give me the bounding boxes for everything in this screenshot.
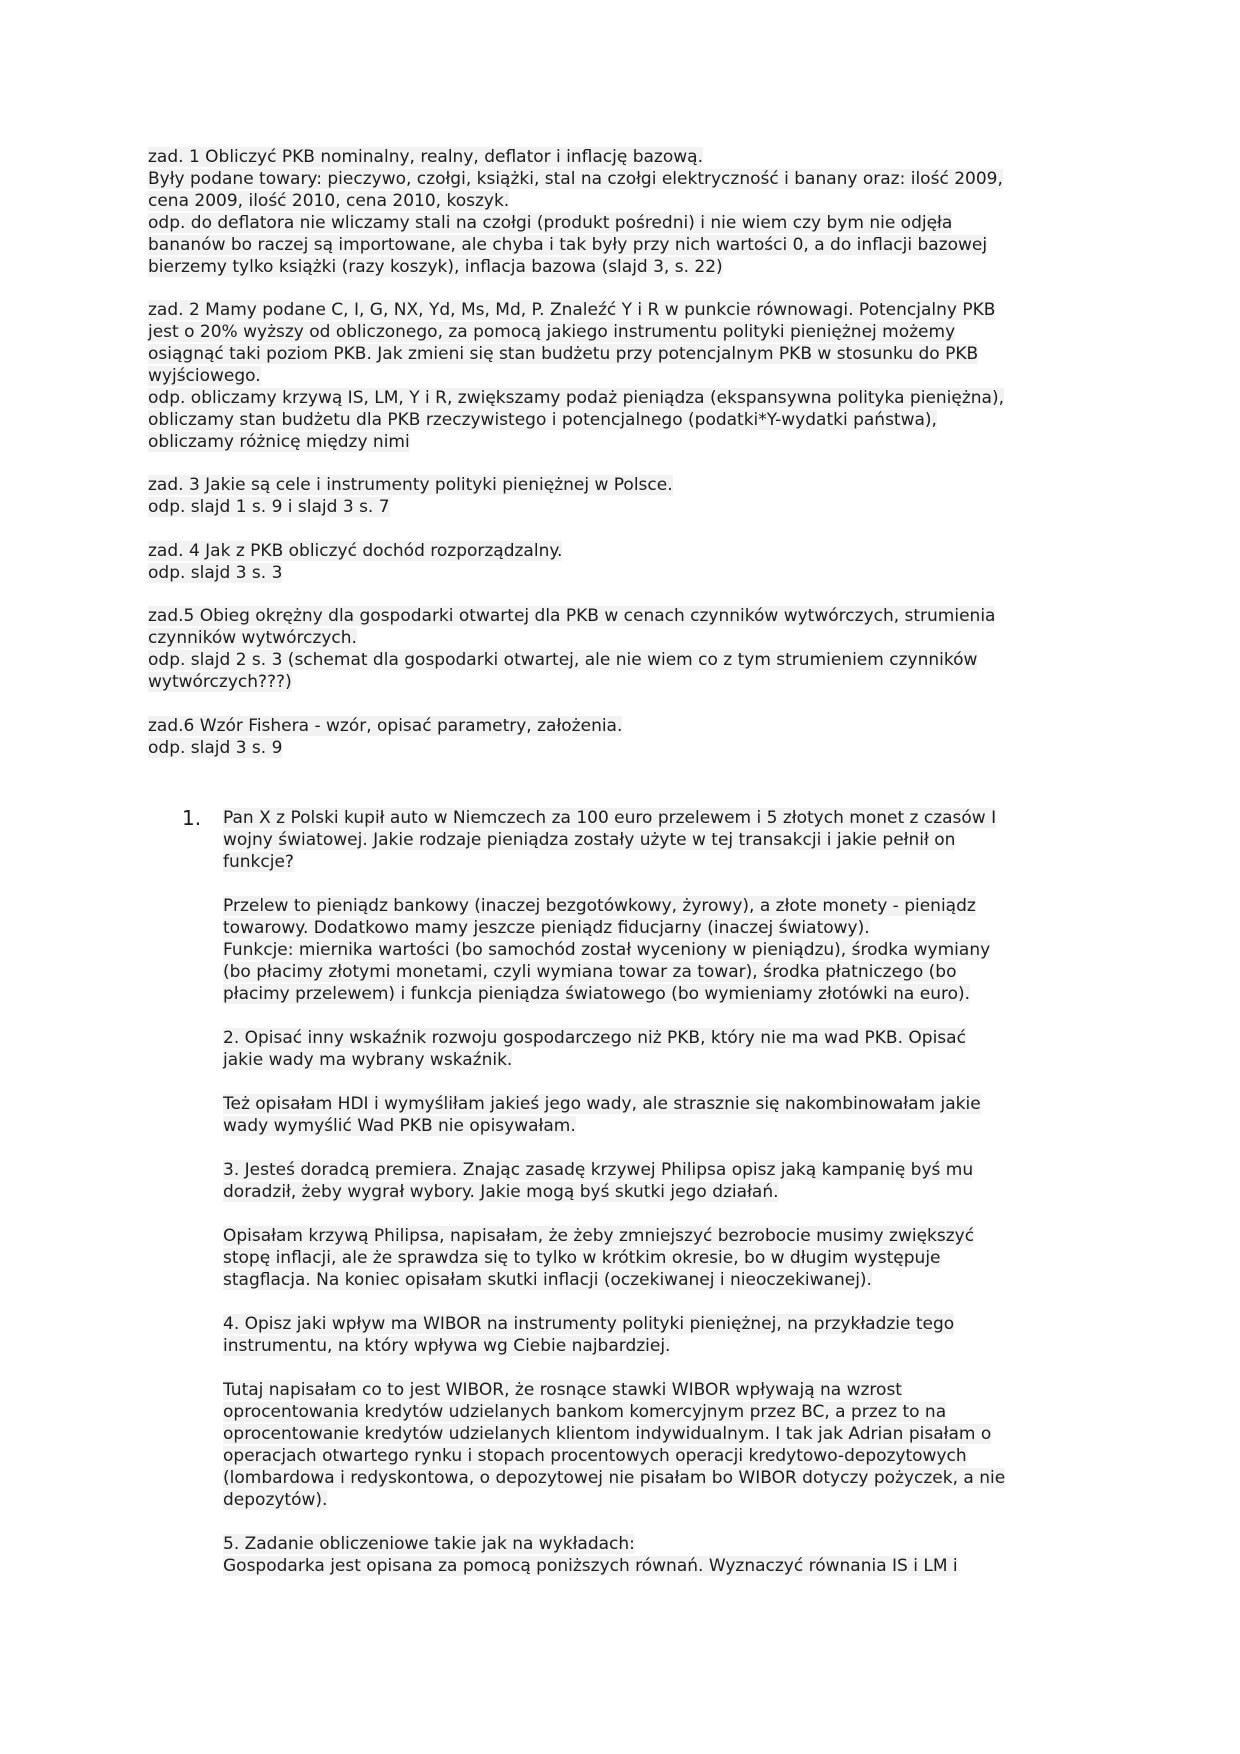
text-line: Przelew to pieniądz bankowy (inaczej bezgotówkowy, żyrowy), a złote monety - pieniądz <box>223 896 976 916</box>
text-line: stagflacja. Na koniec opisałam skutki inflacji (oczekiwanej i nieoczekiwanej). <box>223 1270 872 1290</box>
text-line: 2. Opisać inny wskaźnik rozwoju gospodarczego niż PKB, który nie ma wad PKB. Opisać <box>223 1028 966 1048</box>
text-line: Były podane towary: pieczywo, czołgi, książki, stal na czołgi elektryczność i banany oraz: ilość 2009, <box>148 169 1003 189</box>
text-line: odp. do deflatora nie wliczamy stali na czołgi (produkt pośredni) i nie wiem czy bym nie odjęła <box>148 213 953 233</box>
text-line: jakie wady ma wybrany wskaźnik. <box>223 1050 513 1070</box>
text-line: osiągnąć taki poziom PKB. Jak zmieni się stan budżetu przy potencjalnym PKB w stosunku do PKB <box>148 344 979 364</box>
text-line: zad. 1 Obliczyć PKB nominalny, realny, deflator i inflację bazową. <box>148 147 703 167</box>
task-1-paragraph <box>148 146 1108 278</box>
text-line: doradził, żeby wygrał wybory. Jakie mogą byś skutki jego działań. <box>223 1182 779 1202</box>
text-line: zad. 4 Jak z PKB obliczyć dochód rozporządzalny. <box>148 541 563 561</box>
text-line: zad.5 Obieg okrężny dla gospodarki otwartej dla PKB w cenach czynników wytwórczych, strumienia <box>148 606 996 626</box>
text-line: odp. slajd 1 s. 9 i slajd 3 s. 7 <box>148 497 390 517</box>
list-number: 1. <box>182 806 202 830</box>
text-line: odp. slajd 3 s. 3 <box>148 563 283 583</box>
text-line: cena 2009, ilość 2010, cena 2010, koszyk. <box>148 191 510 211</box>
text-line: Gospodarka jest opisana za pomocą poniższych równań. Wyznaczyć równania IS i LM i <box>223 1556 958 1576</box>
text-line: (bo płacimy złotymi monetami, czyli wymiana towar za towar), środka płatniczego (bo <box>223 962 957 982</box>
text-line: stopę inflacji, ale że sprawdza się to tylko w krótkim okresie, bo w długim występuje <box>223 1248 941 1268</box>
text-line: operacjach otwartego rynku i stopach procentowych operacji kredytowo-depozytowych <box>223 1446 967 1466</box>
answer-2 <box>223 1093 1113 1137</box>
text-line: zad. 2 Mamy podane C, I, G, NX, Yd, Ms, Md, P. Znaleźć Y i R w punkcie równowagi. Potencjalny PKB <box>148 300 996 320</box>
text-line: Opisałam krzywą Philipsa, napisałam, że żeby zmniejszyć bezrobocie musimy zwiększyć <box>223 1226 975 1246</box>
question-1 <box>223 807 1113 873</box>
text-line: obliczamy stan budżetu dla PKB rzeczywistego i potencjalnego (podatki*Y-wydatki państwa), <box>148 410 937 430</box>
text-line: jest o 20% wyższy od obliczonego, za pomocą jakiego instrumentu polityki pieniężnej możemy <box>148 322 956 342</box>
text-line: Pan X z Polski kupił auto w Niemczech za 100 euro przelewem i 5 złotych monet z czasów I <box>223 808 997 828</box>
text-line: zad. 3 Jakie są cele i instrumenty polityki pieniężnej w Polsce. <box>148 475 673 495</box>
text-line: odp. obliczamy krzywą IS, LM, Y i R, zwiększamy podaż pieniądza (ekspansywna polityka pieniężna), <box>148 388 1005 408</box>
answer-4 <box>223 1379 1113 1511</box>
task-4-paragraph <box>148 540 1108 584</box>
text-line: wady wymyślić Wad PKB nie opisywałam. <box>223 1116 576 1136</box>
task-6-paragraph <box>148 715 1108 759</box>
text-line: oprocentowania kredytów udzielanych bankom komercyjnym przez BC, a przez to na <box>223 1402 947 1422</box>
text-line: depozytów). <box>223 1490 328 1510</box>
text-line: oprocentowanie kredytów udzielanych klientom indywidualnym. I tak jak Adrian pisałam o <box>223 1424 992 1444</box>
text-line: Też opisałam HDI i wymyśliłam jakieś jego wady, ale strasznie się nakombinowałam jakie <box>223 1094 981 1114</box>
text-line: towarowy. Dodatkowo mamy jeszcze pieniądz fiducjarny (inaczej światowy). <box>223 918 870 938</box>
task-3-paragraph <box>148 474 1108 518</box>
question-4 <box>223 1313 1113 1357</box>
text-line: (lombardowa i redyskontowa, o depozytowej nie pisałam bo WIBOR dotyczy pożyczek, a nie <box>223 1468 1006 1488</box>
text-line: 3. Jesteś doradcą premiera. Znając zasadę krzywej Philipsa opisz jaką kampanię byś mu <box>223 1160 974 1180</box>
text-line: Tutaj napisałam co to jest WIBOR, że rosnące stawki WIBOR wpływają na wzrost <box>223 1380 902 1400</box>
text-line: wytwórczych???) <box>148 672 292 692</box>
question-3 <box>223 1159 1113 1203</box>
answer-3 <box>223 1225 1113 1291</box>
question-5 <box>223 1533 1113 1577</box>
text-line: czynników wytwórczych. <box>148 628 357 648</box>
text-line: Funkcje: miernika wartości (bo samochód został wyceniony w pieniądzu), środka wymiany <box>223 940 991 960</box>
question-2 <box>223 1027 1113 1071</box>
text-line: bananów bo raczej są importowane, ale chyba i tak były przy nich wartości 0, a do inflacji bazowej <box>148 235 988 255</box>
task-5-paragraph <box>148 605 1108 693</box>
text-line: wojny światowej. Jakie rodzaje pieniądza zostały użyte w tej transakcji i jakie pełnił on <box>223 830 956 850</box>
text-line: wyjściowego. <box>148 366 261 386</box>
text-line: płacimy przelewem) i funkcja pieniądza światowego (bo wymieniamy złotówki na euro). <box>223 984 971 1004</box>
text-line: instrumentu, na który wpływa wg Ciebie najbardziej. <box>223 1336 671 1356</box>
text-line: obliczamy różnicę między nimi <box>148 432 410 452</box>
task-2-paragraph <box>148 299 1108 453</box>
text-line: funkcje? <box>223 852 294 872</box>
text-line: zad.6 Wzór Fishera - wzór, opisać parametry, założenia. <box>148 716 623 736</box>
text-line: bierzemy tylko książki (razy koszyk), inflacja bazowa (slajd 3, s. 22) <box>148 257 723 277</box>
answer-1 <box>223 895 1113 1005</box>
text-line: 4. Opisz jaki wpływ ma WIBOR na instrumenty polityki pieniężnej, na przykładzie tego <box>223 1314 955 1334</box>
text-line: 5. Zadanie obliczeniowe takie jak na wykładach: <box>223 1534 635 1554</box>
text-line: odp. slajd 2 s. 3 (schemat dla gospodarki otwartej, ale nie wiem co z tym strumieniem czynników <box>148 650 978 670</box>
text-line: odp. slajd 3 s. 9 <box>148 738 283 758</box>
